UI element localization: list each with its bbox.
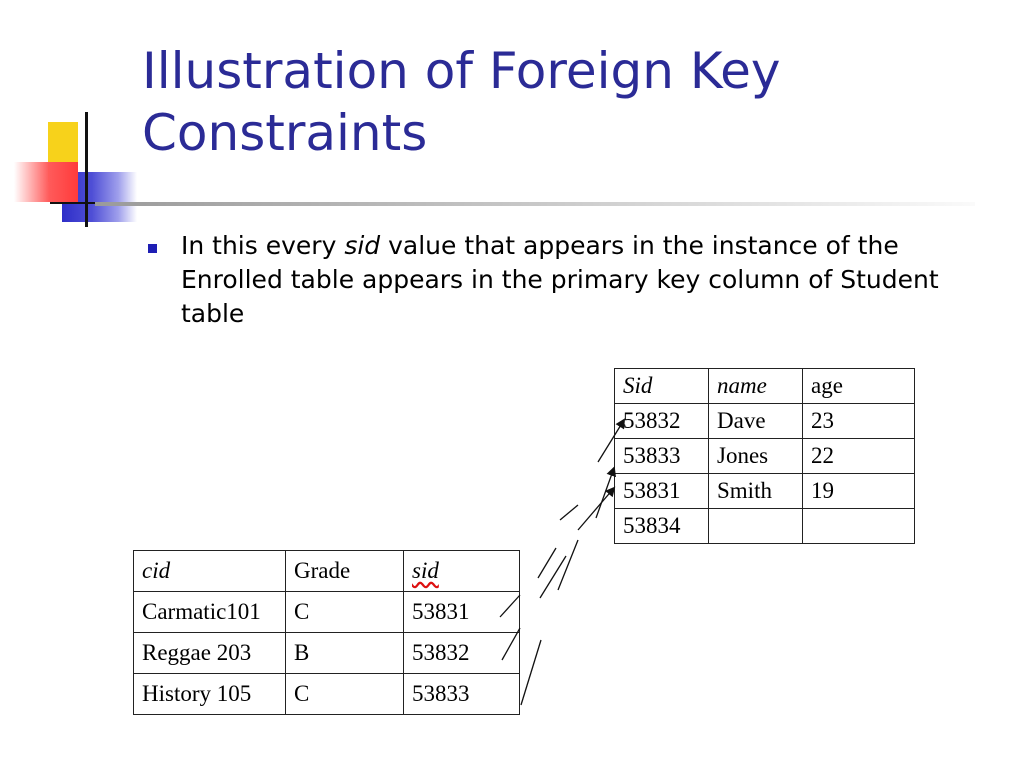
table-row	[615, 474, 915, 509]
table-row	[615, 509, 915, 544]
table-cell: 53832	[404, 633, 520, 674]
bullet-text-emphasis: sid	[344, 231, 381, 260]
table-row	[615, 404, 915, 439]
table-cell: 53831	[615, 474, 709, 509]
table-cell: 53833	[615, 439, 709, 474]
table-cell: History 105	[134, 674, 286, 715]
table-row	[615, 439, 915, 474]
table-cell: 53832	[615, 404, 709, 439]
table-cell: 53831	[404, 592, 520, 633]
table-header-cell: Grade	[286, 551, 404, 592]
bullet-square-icon	[148, 244, 157, 253]
title-divider	[95, 202, 975, 206]
table-cell: 22	[803, 439, 915, 474]
table-cell: 19	[803, 474, 915, 509]
decorative-vertical-line	[85, 112, 88, 227]
enrolled-table	[133, 550, 520, 715]
arrow-to-53831	[578, 488, 614, 530]
table-cell: B	[286, 633, 404, 674]
table-cell: C	[286, 674, 404, 715]
table-cell: C	[286, 592, 404, 633]
table-cell: 53834	[615, 509, 709, 544]
arrow-to-53833	[596, 468, 614, 518]
table-cell: Dave	[709, 404, 803, 439]
table-cell	[709, 509, 803, 544]
table-header-cell: age	[803, 369, 915, 404]
table-cell: Jones	[709, 439, 803, 474]
arrow-segment	[540, 556, 566, 598]
table-cell: Smith	[709, 474, 803, 509]
arrow-segment	[521, 640, 541, 705]
table-header-cell: cid	[134, 551, 286, 592]
table-header-cell	[404, 551, 520, 592]
slide-title: Illustration of Foreign Key Constraints	[142, 42, 781, 162]
table-cell: 53833	[404, 674, 520, 715]
sid-header-text: sid	[412, 558, 439, 583]
student-table	[614, 368, 915, 544]
arrow-segment	[558, 540, 578, 590]
table-cell: Reggae 203	[134, 633, 286, 674]
table-cell: 23	[803, 404, 915, 439]
bullet-text	[181, 229, 993, 331]
bullet-text-suffix: value that appears in the instance of the Enrolled table appears in the primary key column of Student table	[181, 231, 939, 328]
table-header-row	[615, 369, 915, 404]
table-cell	[803, 509, 915, 544]
table-row	[134, 633, 520, 674]
table-header-cell: name	[709, 369, 803, 404]
table-row	[134, 592, 520, 633]
bullet-text-prefix: In this every	[181, 231, 345, 260]
table-row	[134, 674, 520, 715]
arrow-segment	[538, 548, 556, 578]
table-header-cell: Sid	[615, 369, 709, 404]
table-header-row	[134, 551, 520, 592]
arrow-segment	[560, 505, 578, 520]
table-cell: Carmatic101	[134, 592, 286, 633]
decorative-red-block	[14, 162, 78, 202]
